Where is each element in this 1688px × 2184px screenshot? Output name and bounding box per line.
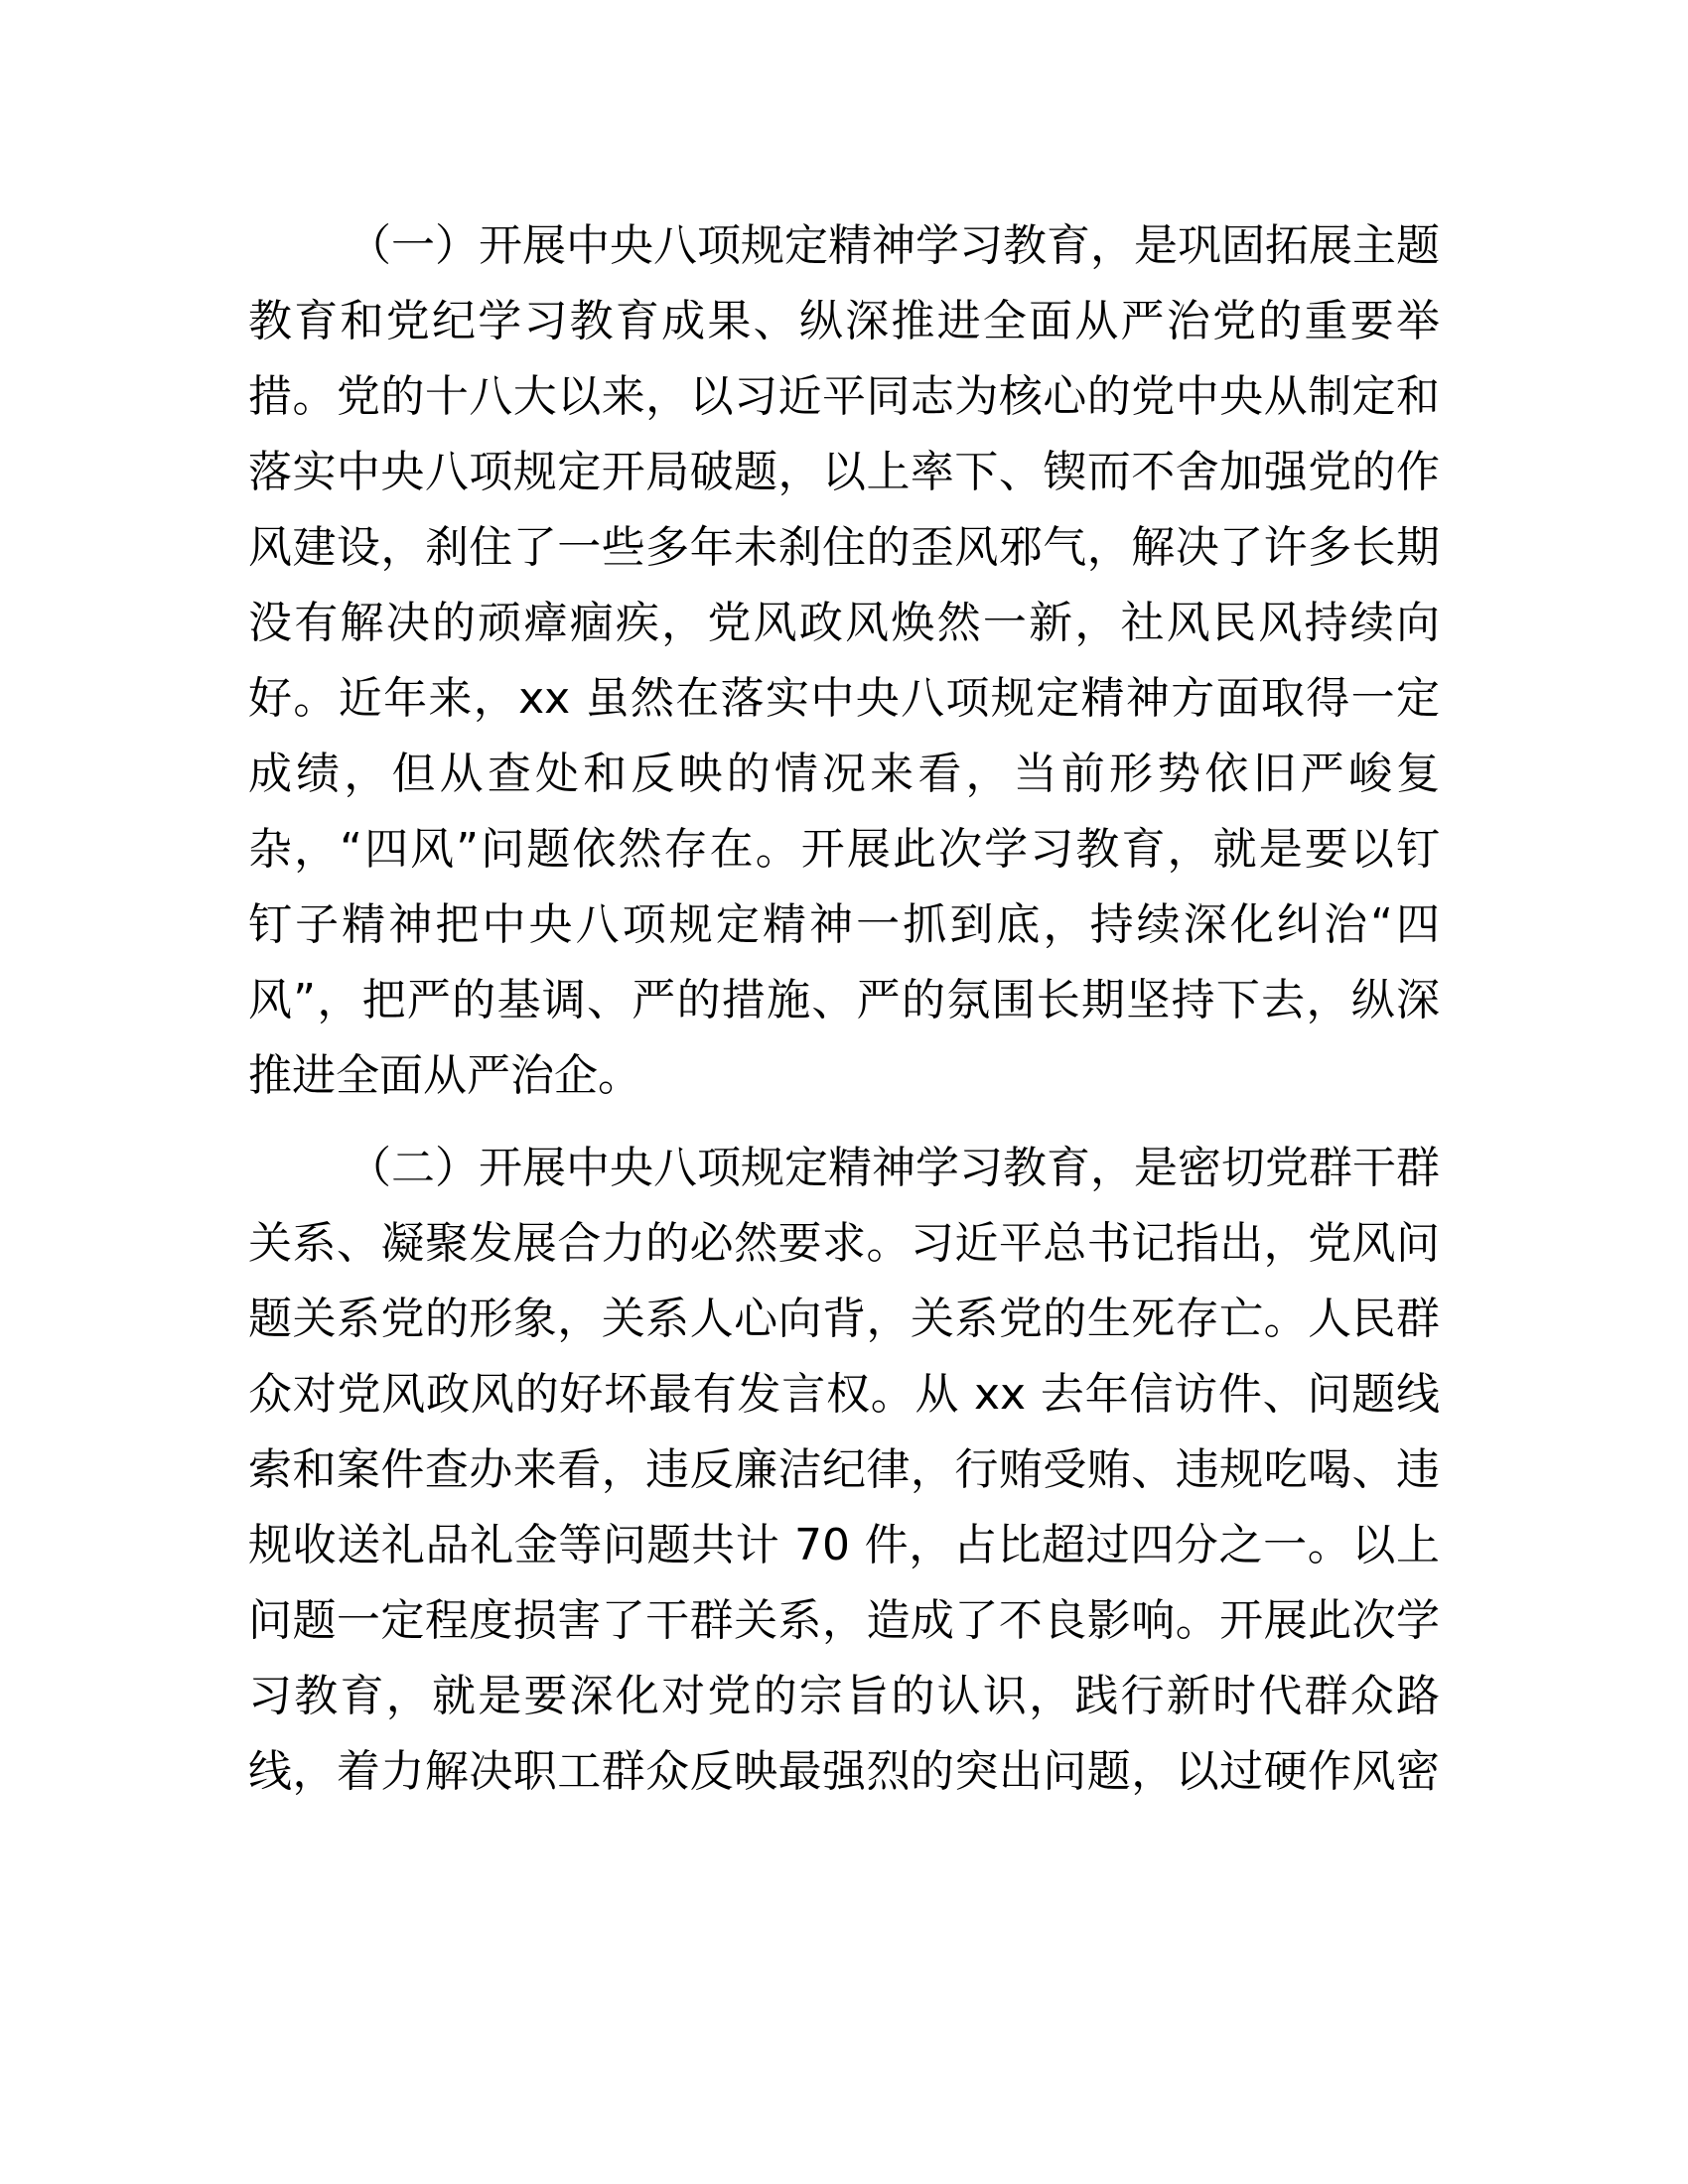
paragraph-2 <box>248 1131 1440 1810</box>
text-line: 关系、凝聚发展合力的必然要求。习近平总书记指出，党风问 <box>248 1218 1440 1269</box>
text-line: 钉子精神把中央八项规定精神一抓到底，持续深化纠治“四 <box>248 899 1440 950</box>
text-line: 习教育，就是要深化对党的宗旨的认识，践行新时代群众路 <box>248 1671 1440 1721</box>
text-line: 规收送礼品礼金等问题共计 70 件，占比超过四分之一。以上 <box>248 1520 1440 1570</box>
text-line: 推进全面从严治企。 <box>248 1050 641 1101</box>
text-line: 落实中央八项规定开局破题，以上率下、锲而不舍加强党的作 <box>248 447 1440 497</box>
text-line: 风建设，刹住了一些多年未刹住的歪风邪气，解决了许多长期 <box>248 522 1440 573</box>
text-line: 成绩，但从查处和反映的情况来看，当前形势依旧严峻复 <box>248 749 1440 799</box>
text-line: 线，着力解决职工群众反映最强烈的突出问题，以过硬作风密 <box>248 1746 1440 1797</box>
text-line: （一）开展中央八项规定精神学习教育，是巩固拓展主题 <box>348 220 1440 271</box>
text-line: 没有解决的顽瘴痼疾，党风政风焕然一新，社风民风持续向 <box>248 598 1440 648</box>
text-line: 杂，“四风”问题依然存在。开展此次学习教育，就是要以钉 <box>248 824 1440 875</box>
text-line: 措。党的十八大以来，以习近平同志为核心的党中央从制定和 <box>248 371 1440 422</box>
text-line: （二）开展中央八项规定精神学习教育，是密切党群干群 <box>348 1143 1440 1193</box>
text-line: 众对党风政风的好坏最有发言权。从 xx 去年信访件、问题线 <box>248 1369 1440 1420</box>
text-line: 题关系党的形象，关系人心向背，关系党的生死存亡。人民群 <box>248 1294 1440 1344</box>
paragraph-1 <box>248 208 1440 1114</box>
text-line: 索和案件查办来看，违反廉洁纪律，行贿受贿、违规吃喝、违 <box>248 1444 1440 1495</box>
text-line: 教育和党纪学习教育成果、纵深推进全面从严治党的重要举 <box>248 296 1440 346</box>
text-line: 风”，把严的基调、严的措施、严的氛围长期坚持下去，纵深 <box>248 975 1440 1025</box>
text-line: 好。近年来，xx 虽然在落实中央八项规定精神方面取得一定 <box>248 673 1440 724</box>
text-line: 问题一定程度损害了干群关系，造成了不良影响。开展此次学 <box>248 1595 1440 1646</box>
body-text <box>248 208 1440 1827</box>
